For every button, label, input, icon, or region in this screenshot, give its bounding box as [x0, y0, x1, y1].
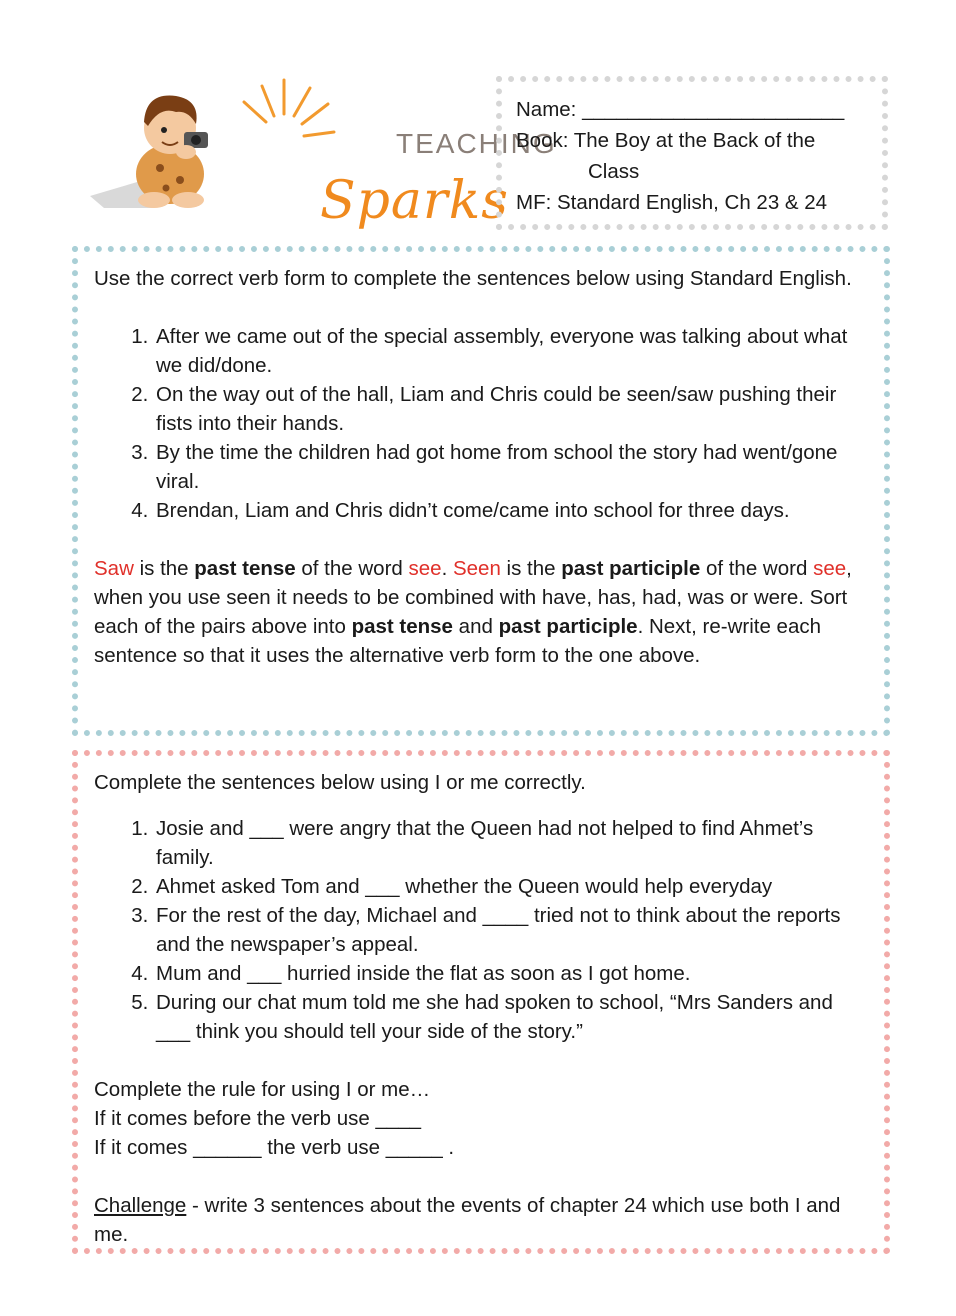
list-item: 1. Josie and ___ were angry that the Queen had not helped to find Ahmet’s family.	[154, 814, 868, 872]
challenge-label: Challenge	[94, 1194, 187, 1217]
list-item: 3. By the time the children had got home from school the story had went/gone viral.	[154, 438, 868, 496]
i-or-me-sentence-list	[94, 814, 868, 1046]
list-item: 1. After we came out of the special assembly, everyone was talking about what we did/done.	[154, 322, 868, 380]
mf-line: MF: Standard English, Ch 23 & 24	[516, 191, 828, 214]
term-past-participle: past participle	[498, 615, 638, 638]
verb-form-section	[72, 246, 890, 736]
word-see: see	[408, 557, 442, 580]
verb-sentence-list	[94, 322, 868, 525]
list-item: 4. Brendan, Liam and Chris didn’t come/came into school for three days.	[154, 496, 868, 525]
term-past-tense: past tense	[351, 615, 453, 638]
rule-intro: Complete the rule for using I or me…	[94, 1078, 431, 1101]
section2-intro: Complete the sentences below using I or me correctly.	[94, 771, 586, 794]
i-or-me-section	[72, 750, 890, 1254]
name-line: Name: _______________________	[516, 98, 845, 121]
list-item: 5. During our chat mum told me she had spoken to school, “Mrs Sanders and ___ think you should tell your side of the story.”	[154, 988, 868, 1046]
word-see: see	[813, 557, 847, 580]
list-item: 3. For the rest of the day, Michael and ____ tried not to think about the reports and the newspaper’s appeal.	[154, 901, 868, 959]
past-tense-explanation: Saw is the past tense of the word see. Seen is the past participle of the word see, when you use seen it needs to be combined with have, has, had, was or were. Sort each of the pairs above into past tense and past participle. Next, re-write each sentence so that it uses the alternative verb form to the one above.	[94, 557, 852, 667]
list-item: 2. Ahmet asked Tom and ___ whether the Queen would help everyday	[154, 872, 868, 901]
term-past-participle: past participle	[561, 557, 701, 580]
logo-sparks-text: Sparks	[320, 171, 509, 231]
student-info-box	[496, 76, 888, 230]
book-line-continued: Class	[588, 160, 640, 183]
logo-teaching-text: TEACHING	[396, 128, 557, 159]
term-past-tense: past tense	[194, 557, 296, 580]
list-item: 2. On the way out of the hall, Liam and Chris could be seen/saw pushing their fists into their hands.	[154, 380, 868, 438]
section1-intro: Use the correct verb form to complete the sentences below using Standard English.	[94, 267, 852, 290]
word-saw: Saw	[94, 557, 134, 580]
word-seen: Seen	[452, 557, 501, 580]
rule-after-verb: If it comes ______ the verb use _____ .	[94, 1136, 455, 1159]
list-item: 4. Mum and ___ hurried inside the flat as soon as I got home.	[154, 959, 868, 988]
rule-before-verb: If it comes before the verb use ____	[94, 1107, 422, 1130]
teaching-sparks-logo	[84, 76, 557, 231]
challenge-task: Challenge - write 3 sentences about the events of chapter 24 which use both I and me.	[94, 1194, 841, 1246]
book-line: Book: The Boy at the Back of the	[516, 129, 816, 152]
